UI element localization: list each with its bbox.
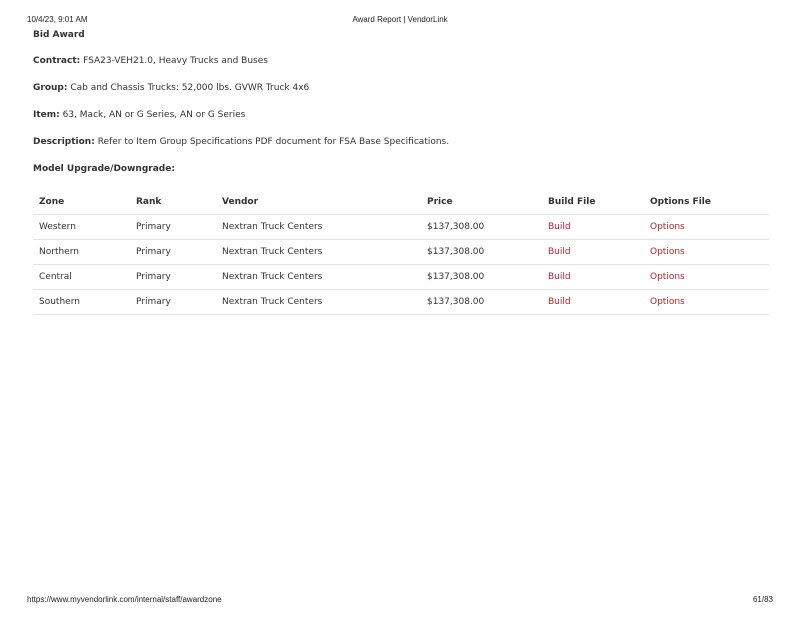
table-row <box>33 215 769 240</box>
build-link[interactable]: Build <box>548 247 571 257</box>
cell-rank: Primary <box>130 215 216 240</box>
cell-vendor: Nextran Truck Centers <box>216 290 421 315</box>
header-options-file: Options File <box>644 190 769 215</box>
cell-zone: Northern <box>33 240 130 265</box>
contract-value: FSA23-VEH21.0, Heavy Trucks and Buses <box>83 56 268 66</box>
table-header-row <box>33 190 769 215</box>
options-link[interactable]: Options <box>650 272 685 282</box>
group-field <box>33 83 769 93</box>
header-price: Price <box>421 190 542 215</box>
contract-field <box>33 56 769 66</box>
build-link[interactable]: Build <box>548 272 571 282</box>
cell-build-file <box>542 215 644 240</box>
build-link[interactable]: Build <box>548 222 571 232</box>
cell-vendor: Nextran Truck Centers <box>216 265 421 290</box>
award-report-content <box>33 30 769 315</box>
cell-rank: Primary <box>130 265 216 290</box>
cell-options-file <box>644 240 769 265</box>
group-label: Group: <box>33 83 68 93</box>
header-build-file: Build File <box>542 190 644 215</box>
print-header <box>27 15 773 27</box>
header-rank: Rank <box>130 190 216 215</box>
cell-rank: Primary <box>130 240 216 265</box>
build-link[interactable]: Build <box>548 297 571 307</box>
table-row <box>33 290 769 315</box>
award-table <box>33 190 769 315</box>
model-upgrade-heading: Model Upgrade/Downgrade: <box>33 164 175 174</box>
print-url[interactable]: https://www.myvendorlink.com/internal/staff/awardzone <box>27 595 222 604</box>
print-datetime: 10/4/23, 9:01 AM <box>27 15 88 24</box>
cell-options-file <box>644 265 769 290</box>
print-page-title: Award Report | VendorLink <box>352 15 448 24</box>
cell-options-file <box>644 290 769 315</box>
cell-price: $137,308.00 <box>421 290 542 315</box>
item-value: 63, Mack, AN or G Series, AN or G Series <box>62 110 246 120</box>
cell-build-file <box>542 290 644 315</box>
cell-vendor: Nextran Truck Centers <box>216 240 421 265</box>
options-link[interactable]: Options <box>650 222 685 232</box>
header-vendor: Vendor <box>216 190 421 215</box>
table-row <box>33 240 769 265</box>
cell-price: $137,308.00 <box>421 265 542 290</box>
cell-zone: Western <box>33 215 130 240</box>
cell-options-file <box>644 215 769 240</box>
contract-label: Contract: <box>33 56 81 66</box>
print-footer <box>27 595 773 607</box>
cell-zone: Central <box>33 265 130 290</box>
cell-zone: Southern <box>33 290 130 315</box>
item-field <box>33 110 769 120</box>
cell-rank: Primary <box>130 290 216 315</box>
options-link[interactable]: Options <box>650 247 685 257</box>
options-link[interactable]: Options <box>650 297 685 307</box>
cell-build-file <box>542 240 644 265</box>
description-value: Refer to Item Group Specifications PDF document for FSA Base Specifications. <box>97 137 450 147</box>
table-row <box>33 265 769 290</box>
page-title: Bid Award <box>33 30 85 40</box>
header-zone: Zone <box>33 190 130 215</box>
item-label: Item: <box>33 110 60 120</box>
description-label: Description: <box>33 137 95 147</box>
print-page-number: 61/83 <box>752 595 773 604</box>
cell-build-file <box>542 265 644 290</box>
description-field <box>33 137 769 147</box>
cell-price: $137,308.00 <box>421 240 542 265</box>
cell-vendor: Nextran Truck Centers <box>216 215 421 240</box>
cell-price: $137,308.00 <box>421 215 542 240</box>
group-value: Cab and Chassis Trucks: 52,000 lbs. GVWR Truck 4x6 <box>70 83 310 93</box>
